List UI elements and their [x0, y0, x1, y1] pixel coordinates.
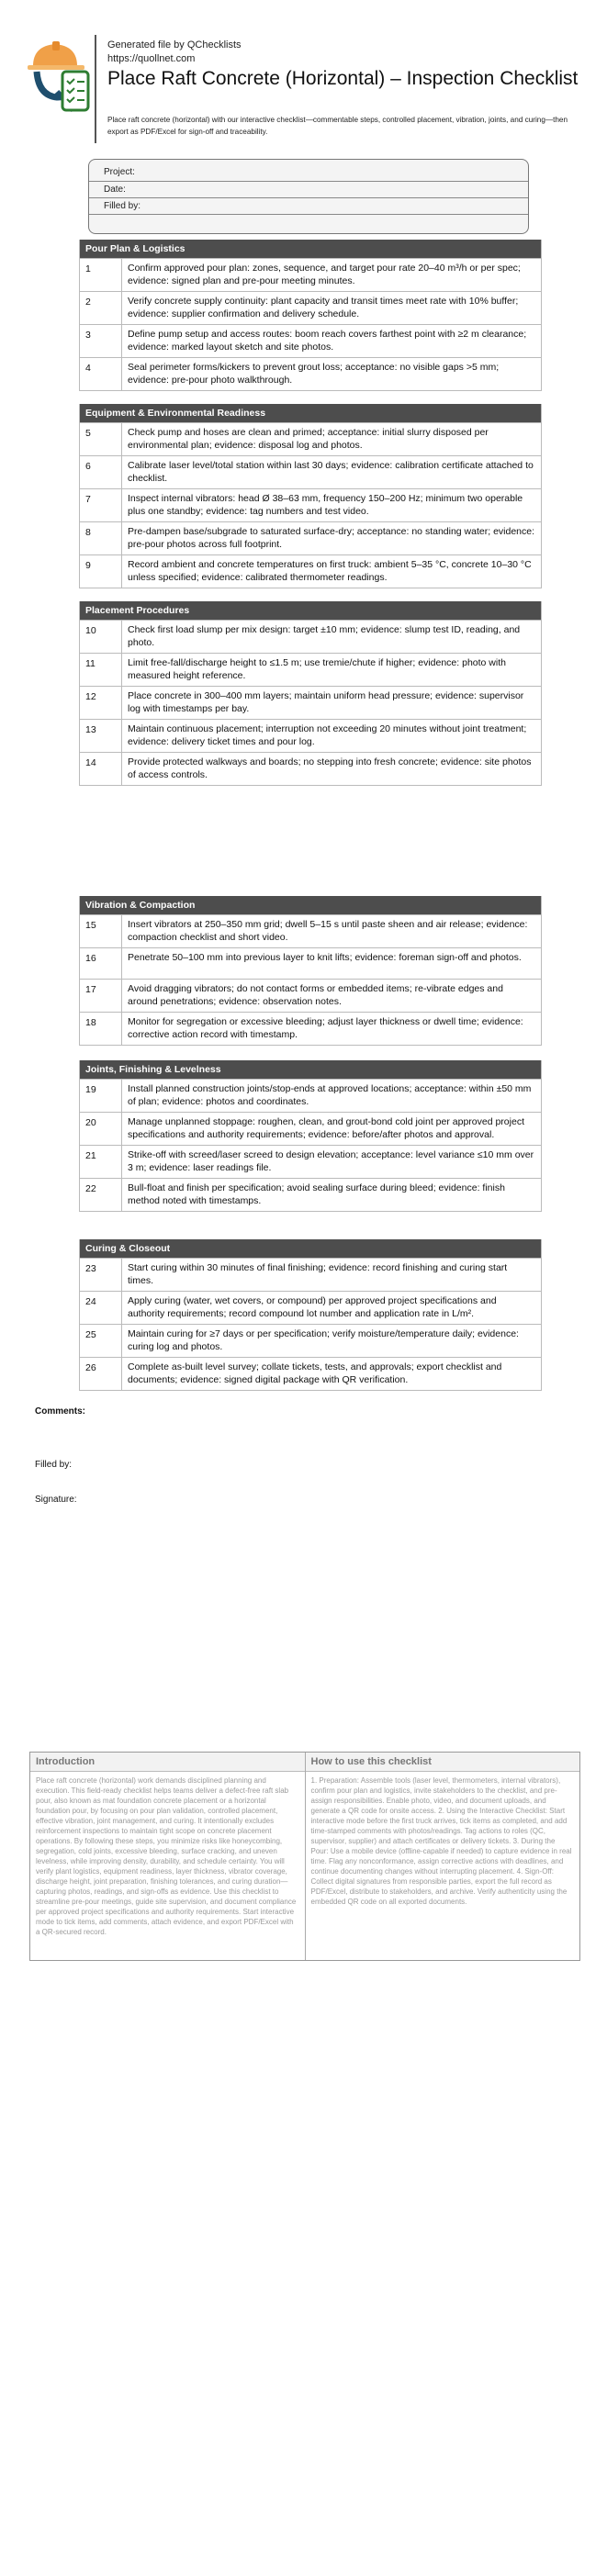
- item-text: Record ambient and concrete temperatures on first truck: ambient 5–35 °C, concrete 10–30 °C unless specified; evidence: calibrated thermometer readings.: [128, 559, 532, 583]
- item-number: 12: [80, 687, 122, 719]
- item-number: 26: [80, 1358, 122, 1390]
- item-text: Verify concrete supply continuity: plant capacity and transit times meet rate with 10% buffer; evidence: supplier confirmation and delivery schedule.: [128, 296, 519, 319]
- section-heading: Joints, Finishing & Levelness: [80, 1060, 541, 1079]
- item-text: Inspect internal vibrators: head Ø 38–63 mm, frequency 150–200 Hz; minimum two operable plus one standby; evidence: tag numbers and test video.: [128, 493, 523, 517]
- blank-field: [89, 215, 528, 230]
- checklist-item-row[interactable]: [80, 554, 541, 588]
- section-heading: Placement Procedures: [80, 601, 541, 620]
- source-url[interactable]: https://quollnet.com: [107, 53, 196, 64]
- item-text: Limit free-fall/discharge height to ≤1.5 m; use tremie/chute if higher; evidence: photo with measured height reference.: [128, 657, 506, 681]
- item-text: Seal perimeter forms/kickers to prevent grout loss; acceptance: no visible gaps >5 mm; evidence: pre-pour photo walkthrough.: [128, 362, 500, 386]
- checklist-item-row[interactable]: [80, 1178, 541, 1211]
- item-text: Place concrete in 300–400 mm layers; maintain uniform head pressure; evidence: supervisor log with timestamps per bay.: [128, 690, 524, 714]
- project-info-box: [88, 159, 529, 234]
- checklist-item-row[interactable]: [80, 719, 541, 752]
- page-subtitle: Place raft concrete (horizontal) with our interactive checklist—commentable steps, controlled placement, vibration, joints, and curing—then export as PDF/Excel for sign-off and traceability.: [107, 116, 568, 136]
- checklist-item-row[interactable]: [80, 1324, 541, 1357]
- item-text: Check first load slump per mix design: target ±10 mm; evidence: slump test ID, reading, and photo.: [128, 624, 521, 648]
- item-text: Confirm approved pour plan: zones, sequence, and target pour rate 20–40 m³/h or per spec; evidence: signed plan and pre-pour meeting minutes.: [128, 263, 521, 286]
- item-number: 11: [80, 654, 122, 686]
- item-text: Bull-float and finish per specification; avoid sealing surface during bleed; evidence: finish method noted with timestamps.: [128, 1182, 505, 1206]
- item-number: 17: [80, 980, 122, 1012]
- filled-by-label: Filled by:: [35, 1460, 73, 1470]
- checklist-section: [79, 1060, 542, 1212]
- howto-text: 1. Preparation: Assemble tools (laser level, thermometers, internal vibrators), confirm pour plan and logistics, invite stakeholders to the checklist, and pre-assign responsibilities. Enable photo, video, and document uploads, and generate a QR code for onsite access. 2. Using the Interactive Checklist: Start interactive mode before the first truck arrives, tick items as completed, and add time-stamped comments with photos/readings. Tag actions to roles (QC, supervisor, supplier) and attach certificates or delivery tickets. 3. During the Pour: Use a mobile device (offline-capable if needed) to capture evidence in real time. Flag any nonconformance, assign corrective actions with deadlines, and continue documenting changes without interrupting placement. 4. Sign-Off: Collect digital signatures from responsible parties, export the full record as PDF/Excel, distribute to stakeholders, and archive. Verify authenticity using the embedded QR code on all exported documents.: [310, 1776, 572, 1906]
- checklist-item-row[interactable]: [80, 1079, 541, 1112]
- item-number: 7: [80, 489, 122, 521]
- date-field[interactable]: Date:: [89, 182, 528, 198]
- howto-column: [305, 1753, 580, 1960]
- item-number: 16: [80, 948, 122, 979]
- item-number: 1: [80, 259, 122, 291]
- signature-label: Signature:: [35, 1495, 77, 1505]
- item-text: Calibrate laser level/total station within last 30 days; evidence: calibration certificate attached to checklist.: [128, 460, 534, 484]
- checklist-item-row[interactable]: [80, 620, 541, 653]
- intro-howto-box: [29, 1752, 580, 1961]
- checklist-item-row[interactable]: [80, 1258, 541, 1291]
- item-number: 10: [80, 621, 122, 653]
- item-text: Pre-dampen base/subgrade to saturated surface-dry; acceptance: no standing water; evidence: pre-pour photos across full footprint.: [128, 526, 535, 550]
- header-divider: [95, 35, 96, 143]
- checklist-item-row[interactable]: [80, 1012, 541, 1045]
- checklist-item-row[interactable]: [80, 1112, 541, 1145]
- checklist-section: [79, 240, 542, 391]
- checklist-item-row[interactable]: [80, 488, 541, 521]
- checklist-item-row[interactable]: [80, 258, 541, 291]
- checklist-section: [79, 896, 542, 1046]
- checklist-item-row[interactable]: [80, 422, 541, 455]
- checklist-section: [79, 1239, 542, 1391]
- checklist-item-row[interactable]: [80, 947, 541, 979]
- checklist-item-row[interactable]: [80, 1291, 541, 1324]
- item-number: 25: [80, 1325, 122, 1357]
- introduction-text: Place raft concrete (horizontal) work demands disciplined planning and execution. This field-ready checklist helps teams deliver a defect-free raft slab pour, also known as mat foundation concrete placement or a horizontal foundation pour, by focusing on pour plan validation, controlled placement, effective vibration, joint management, and curing. It intentionally excludes reinforcement inspections to maintain tight scope on concrete placement operations. By following these steps, you minimize risks like honeycombing, segregation, cold joints, excessive bleeding, surface cracking, and uneven levelness, while improving density, durability, and schedule certainty. You will verify plant logistics, equipment readiness, layer thickness, vibrator coverage, discharge height, joint preparation, finishing tolerances, and curing duration—capturing photos, readings, and sign-offs as evidence. Use this checklist to streamline pre-pour meetings, guide site supervision, and document compliance per approved project specifications and authority requirements. Start interactive mode to tick items, add comments, attach evidence, and export PDF/Excel with a QR-secured record.: [36, 1776, 297, 1936]
- item-text: Check pump and hoses are clean and primed; acceptance: initial slurry disposed per environmental plan; evidence: disposal log and photos.: [128, 427, 489, 451]
- item-number: 8: [80, 522, 122, 554]
- item-text: Provide protected walkways and boards; no stepping into fresh concrete; evidence: site photos of access controls.: [128, 756, 532, 780]
- checklist-item-row[interactable]: [80, 914, 541, 947]
- section-heading: Vibration & Compaction: [80, 896, 541, 914]
- item-text: Avoid dragging vibrators; do not contact forms or embedded items; re-vibrate edges and around penetrations; evidence: observation notes.: [128, 983, 503, 1007]
- checklist-item-row[interactable]: [80, 979, 541, 1012]
- item-number: 20: [80, 1113, 122, 1145]
- checklist-item-row[interactable]: [80, 752, 541, 785]
- item-number: 19: [80, 1080, 122, 1112]
- item-number: 15: [80, 915, 122, 947]
- item-number: 4: [80, 358, 122, 390]
- item-text: Insert vibrators at 250–350 mm grid; dwell 5–15 s until paste sheen and air release; evidence: compaction checklist and short video.: [128, 919, 528, 943]
- item-text: Manage unplanned stoppage: roughen, clean, and grout-bond cold joint per approved project specifications and authority requirements; evidence: before/after photos and approval.: [128, 1116, 524, 1140]
- item-number: 21: [80, 1146, 122, 1178]
- checklist-item-row[interactable]: [80, 653, 541, 686]
- item-text: Apply curing (water, wet covers, or compound) per approved project specifications and authority requirements; record compound lot number and application rate in L/m².: [128, 1295, 497, 1319]
- introduction-column: [30, 1753, 305, 1960]
- item-text: Maintain curing for ≥7 days or per specification; verify moisture/temperature daily; evidence: curing log and photos.: [128, 1328, 519, 1352]
- introduction-heading: Introduction: [30, 1753, 305, 1772]
- item-number: 3: [80, 325, 122, 357]
- page-title: Place Raft Concrete (Horizontal) – Inspection Checklist: [107, 68, 579, 89]
- item-number: 6: [80, 456, 122, 488]
- item-text: Maintain continuous placement; interruption not exceeding 20 minutes without joint treatment; evidence: delivery ticket times and pour log.: [128, 723, 527, 747]
- item-number: 22: [80, 1179, 122, 1211]
- checklist-item-row[interactable]: [80, 1145, 541, 1178]
- item-number: 2: [80, 292, 122, 324]
- item-number: 14: [80, 753, 122, 785]
- checklist-section: [79, 601, 542, 786]
- checklist-item-row[interactable]: [80, 291, 541, 324]
- item-number: 24: [80, 1292, 122, 1324]
- filled-by-field[interactable]: Filled by:: [89, 198, 528, 215]
- item-text: Complete as-built level survey; collate tickets, tests, and approvals; export checklist and documents; evidence: signed digital package with QR verification.: [128, 1361, 502, 1385]
- item-text: Penetrate 50–100 mm into previous layer to knit lifts; evidence: foreman sign-off and photos.: [128, 952, 522, 963]
- item-text: Monitor for segregation or excessive bleeding; adjust layer thickness or dwell time; evidence: corrective action record with timestamp.: [128, 1016, 523, 1040]
- checklist-item-row[interactable]: [80, 324, 541, 357]
- item-number: 23: [80, 1259, 122, 1291]
- checklist-item-row[interactable]: [80, 521, 541, 554]
- checklist-item-row[interactable]: [80, 1357, 541, 1390]
- hardhat-checklist-logo-icon: [26, 39, 92, 127]
- checklist-item-row[interactable]: [80, 686, 541, 719]
- item-number: 5: [80, 423, 122, 455]
- item-text: Start curing within 30 minutes of final finishing; evidence: record finishing and curing start times.: [128, 1262, 508, 1286]
- document-header: [0, 33, 607, 143]
- checklist-section: [79, 404, 542, 588]
- section-heading: Curing & Closeout: [80, 1239, 541, 1258]
- generator-info: [107, 39, 242, 66]
- item-text: Install planned construction joints/stop-ends at approved locations; acceptance: within ±50 mm of plan; evidence: photos and coordinates.: [128, 1083, 532, 1107]
- comments-label: Comments:: [35, 1406, 86, 1417]
- item-number: 18: [80, 1013, 122, 1045]
- item-text: Define pump setup and access routes: boom reach covers farthest point with ≥2 m clearance; evidence: marked layout sketch and site photos.: [128, 329, 527, 353]
- generated-by-text: Generated file by QChecklists: [107, 39, 242, 50]
- checklist-item-row[interactable]: [80, 357, 541, 390]
- item-number: 9: [80, 555, 122, 588]
- project-field[interactable]: Project:: [89, 160, 528, 182]
- section-heading: Pour Plan & Logistics: [80, 240, 541, 258]
- checklist-item-row[interactable]: [80, 455, 541, 488]
- howto-heading: How to use this checklist: [306, 1753, 580, 1772]
- section-heading: Equipment & Environmental Readiness: [80, 404, 541, 422]
- item-text: Strike-off with screed/laser screed to design elevation; acceptance: level variance ≤10 mm over 3 m; evidence: laser readings file.: [128, 1149, 534, 1173]
- item-number: 13: [80, 720, 122, 752]
